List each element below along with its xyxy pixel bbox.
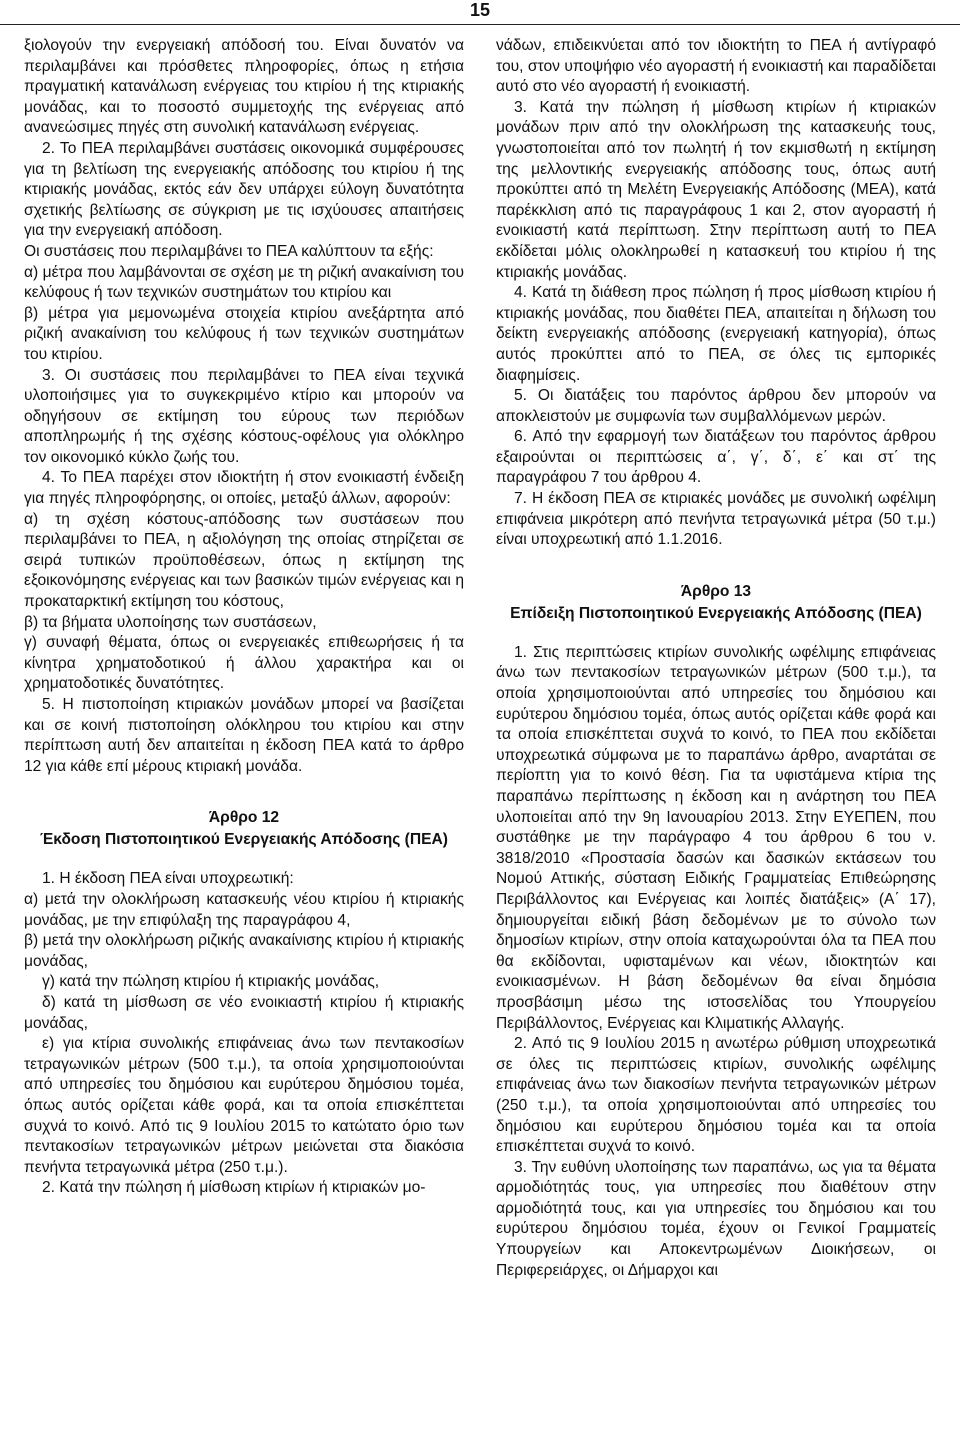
paragraph: ξιολογούν την ενεργειακή απόδοσή του. Είναι δυνατόν να περιλαμβάνει και πρόσθετες πληροφορίες, όπως η ετήσια πραγματική κατανάλωση ενέργειας του κτιρίου ή της κτιριακής μονάδας, και το ποσοστό συμμετοχής της ενέργειας από ανανεώσιμες πηγές στη συνολική κατανάλωση ενέργειας. bbox=[24, 37, 464, 137]
article-title: Έκδοση Πιστοποιητικού Ενεργειακής Απόδοσης (ΠΕΑ) bbox=[39, 831, 448, 849]
paragraph: Οι συστάσεις που περιλαμβάνει το ΠΕΑ καλύπτουν τα εξής: bbox=[24, 242, 434, 260]
list-item: γ) συναφή θέματα, όπως οι ενεργειακές επιθεωρήσεις ή τα κίνητρα χρηματοδοτικού ή άλλου χαρακτήρα και οι χρηματοδοτικές δυνατότητες. bbox=[24, 634, 464, 693]
paragraph: 1. Η έκδοση ΠΕΑ είναι υποχρεωτική: bbox=[42, 870, 294, 888]
paragraph: 5. Οι διατάξεις του παρόντος άρθρου δεν μπορούν να αποκλειστούν με συμφωνία των συμβαλλόμενων μερών. bbox=[496, 387, 936, 425]
article-heading bbox=[24, 807, 464, 851]
paragraph: 2. Κατά την πώληση ή μίσθωση κτιρίων ή κτιριακών μο- bbox=[42, 1179, 426, 1197]
list-item: γ) κατά την πώληση κτιρίου ή κτιριακής μονάδας, bbox=[42, 973, 380, 991]
left-column bbox=[24, 36, 464, 1199]
article-heading bbox=[496, 581, 936, 625]
list-item: β) τα βήματα υλοποίησης των συστάσεων, bbox=[24, 613, 317, 631]
list-item: α) μέτρα που λαμβάνονται σε σχέση με τη ριζική ανακαίνιση του κελύφους ή των τεχνικών συστημάτων του κτιρίου και bbox=[24, 263, 464, 302]
list-item: β) μετά την ολοκλήρωση ριζικής ανακαίνισης κτιρίου ή κτιριακής μονάδας, bbox=[24, 932, 464, 970]
paragraph: 7. Η έκδοση ΠΕΑ σε κτιριακές μονάδες με συνολική ωφέλιμη επιφάνεια μικρότερη από πενήντα τετραγωνικά μέτρα (50 τ.μ.) είναι υποχρεωτική από 1.1.2016. bbox=[496, 490, 936, 549]
list-item: δ) κατά τη μίσθωση σε νέο ενοικιαστή κτιρίου ή κτιριακής μονάδας, bbox=[24, 993, 464, 1032]
list-item: α) μετά την ολοκλήρωση κατασκευής νέου κτιρίου ή κτιριακής μονάδας, με την επιφύλαξη της παραγράφου 4, bbox=[24, 890, 464, 929]
article-title: Επίδειξη Πιστοποιητικού Ενεργειακής Απόδοσης (ΠΕΑ) bbox=[510, 604, 922, 622]
paragraph: 2. Το ΠΕΑ περιλαμβάνει συστάσεις οικονομικά συμφέρουσες για τη βελτίωση της ενεργειακής απόδοσης του κτιρίου ή της κτιριακής μονάδας, εκτός εάν δεν υπάρχει εύλογη δυνατότητα σχετικής βελτίωσης σε σύγκριση με τις ισχύουσες απαιτήσεις για την ενεργειακή απόδοση. bbox=[24, 139, 464, 240]
paragraph: 3. Κατά την πώληση ή μίσθωση κτιρίων ή κτιριακών μονάδων πριν από την ολοκλήρωση της κατασκευής τους, γνωστοποιείται από τον πωλητή ή τον εκμισθωτή η εκτίμηση της μελλοντικής ενεργειακής απόδοσης τους, όπως αυτή προκύπτει από τη Μελέτη Ενεργειακής Απόδοσης (ΜΕΑ), κατά παρέκκλιση από τις παραγράφους 1 και 2, στον αγοραστή ή ενοικιαστή κατά περίπτωση. Στην περίπτωση αυτή το ΠΕΑ εκδίδεται μόλις ολοκληρωθεί η κατασκευή του κτιρίου ή της κτιριακής μονάδας. bbox=[496, 98, 936, 281]
list-item: α) τη σχέση κόστους-απόδοσης των συστάσεων που περιλαμβάνει το ΠΕΑ, η αξιολόγηση της οποίας στηρίζεται σε σειρά τυπικών προϋποθέσεων, όπως η εκτίμηση της εξοικονόμησης ενέργειας και των βασικών τιμών ενέργειας και η προκαταρκτική εκτίμηση του κόστους, bbox=[24, 510, 464, 611]
list-item: β) μέτρα για μεμονωμένα στοιχεία κτιρίου ανεξάρτητα από ριζική ανακαίνιση του κελύφους ή των τεχνικών συστημάτων του κτιρίου. bbox=[24, 304, 464, 363]
paragraph: 6. Από την εφαρμογή των διατάξεων του παρόντος άρθρου εξαιρούνται οι περιπτώσεις α΄, γ΄, δ΄, ε΄ και στ΄ της παραγράφου 7 του άρθρου 4. bbox=[496, 428, 936, 487]
page-number: 15 bbox=[469, 0, 490, 20]
paragraph: 3. Οι συστάσεις που περιλαμβάνει το ΠΕΑ είναι τεχνικά υλοποιήσιμες για το συγκεκριμένο κτίριο και μπορούν να οδηγήσουν σε εκτίμηση του εύρους των περιόδων αποπληρωμής ή της σχέσης κόστους-οφέλους για ολόκληρο τον οικονομικό κύκλο ζωής του. bbox=[24, 366, 464, 466]
right-column bbox=[496, 36, 936, 1281]
paragraph: νάδων, επιδεικνύεται από τον ιδιοκτήτη το ΠΕΑ ή αντίγραφό του, στον υποψήφιο νέο αγοραστή ή ενοικιαστή και παραδίδεται αυτό στο νέο αγοραστή ή ενοικιαστή. bbox=[496, 37, 936, 96]
list-item: ε) για κτίρια συνολικής επιφάνειας άνω των πεντακοσίων τετραγωνικών μέτρων (500 τ.μ.), τα οποία χρησιμοποιούνται από υπηρεσίες του δημόσιου και ευρύτερου δημόσιου τομέα, όπως αυτός ορίζεται κάθε φορά, και τα οποία επισκέπτεται συχνά το κοινό. Από τις 9 Ιουλίου 2015 το κατώτατο όριο των πεντακοσίων τετραγωνικών μέτρων μειώνεται στα διακόσια πενήντα τετραγωνικά μέτρα (250 τ.μ.). bbox=[24, 1035, 464, 1176]
paragraph: 4. Κατά τη διάθεση προς πώληση ή προς μίσθωση κτιρίου ή κτιριακής μονάδας, που διαθέτει ΠΕΑ, απαιτείται η δήλωση του δείκτη ενεργειακής απόδοσης (ενεργειακή κατηγορία), όπως αυτός προκύπτει από το ΠΕΑ, σε όλες τις εμπορικές διαφημίσεις. bbox=[496, 284, 936, 384]
paragraph: 5. Η πιστοποίηση κτιριακών μονάδων μπορεί να βασίζεται και σε κοινή πιστοποίηση ολόκληρου του κτιρίου και στην περίπτωση αυτή δεν απαιτείται η έκδοση ΠΕΑ κατά το άρθρο 12 για κάθε επί μέρους κτιριακή μονάδα. bbox=[24, 696, 464, 775]
article-number: Άρθρο 12 bbox=[208, 809, 280, 827]
paragraph: 3. Την ευθύνη υλοποίησης των παραπάνω, ως για τα θέματα αρμοδιότητάς τους, για υπηρεσίες που διαθέτουν στην αρμοδιότητά τους, και για υπηρεσίες του δημόσιου και του ευρύτερου δημόσιου τομέα, έχουν οι Γενικοί Γραμματείς Υπουργείων και Αποκεντρωμένων Διοικήσεων, οι Περιφερειάρχες, οι Δήμαρχοι και bbox=[496, 1158, 936, 1279]
article-number: Άρθρο 13 bbox=[680, 582, 752, 600]
paragraph: 2. Από τις 9 Ιουλίου 2015 η ανωτέρω ρύθμιση υποχρεωτικά σε όλες τις περιπτώσεις κτιρίων, συνολικής ωφέλιμης επιφάνειας άνω των διακοσίων πενήντα τετραγωνικών μέτρων (250 τ.μ.), τα οποία χρησιμοποιούνται από υπηρεσίες του δημόσιου και ευρύτερου δημόσιου τομέα και τα οποία επισκέπτεται συχνά το κοινό. bbox=[496, 1035, 936, 1156]
paragraph: 4. Το ΠΕΑ παρέχει στον ιδιοκτήτη ή στον ενοικιαστή ένδειξη για πηγές πληροφόρησης, οι οποίες, μεταξύ άλλων, αφορούν: bbox=[24, 469, 464, 508]
header-rule bbox=[0, 0, 960, 25]
paragraph: 1. Στις περιπτώσεις κτιρίων συνολικής ωφέλιμης επιφάνειας άνω των πεντακοσίων τετραγωνικών μέτρων (500 τ.μ.), τα οποία χρησιμοποιούνται από υπηρεσίες του δημόσιου και ευρύτερου δημόσιου τομέα, όπως αυτός ορίζεται κάθε φορά και τα οποία επισκέπτεται συχνά το κοινό, το ΠΕΑ που εκδίδεται υποχρεωτικά σύμφωνα με το παραπάνω άρθρο, αναρτάται σε περίοπτη για το κοινό θέση. Για τα υφιστάμενα κτίρια της παραπάνω περίπτωσης η έκδοση και η ανάρτηση του ΠΕΑ υλοποιείται από την 9η Ιανουαρίου 2013. Στην ΕΥΕΠΕΝ, που συστάθηκε με την παράγραφο 4 του άρθρου 6 του ν. 3818/2010 «Προστασία δασών και δασικών εκτάσεων του Νομού Αττικής, σύσταση Ειδικής Γραμματείας Επιθεώρησης Περιβάλλοντος και Ενέργειας και λοιπές διατάξεις» (Α΄ 17), δημιουργείται ειδική βάση δεδομένων με το σύνολο των δημοσίων κτιρίων, στην οποία καταχωρούνται όλα τα ΠΕΑ που θα εκδίδονται, υφισταμένων και νέων, ιδιοκτητών και ενοικιασμένων. Η βάση δεδομένων θα είναι δημόσια προσβάσιμη μέσω της ιστοσελίδας του Υπουργείου Περιβάλλοντος, Ενέργειας και Κλιματικής Αλλαγής. bbox=[496, 643, 936, 1032]
